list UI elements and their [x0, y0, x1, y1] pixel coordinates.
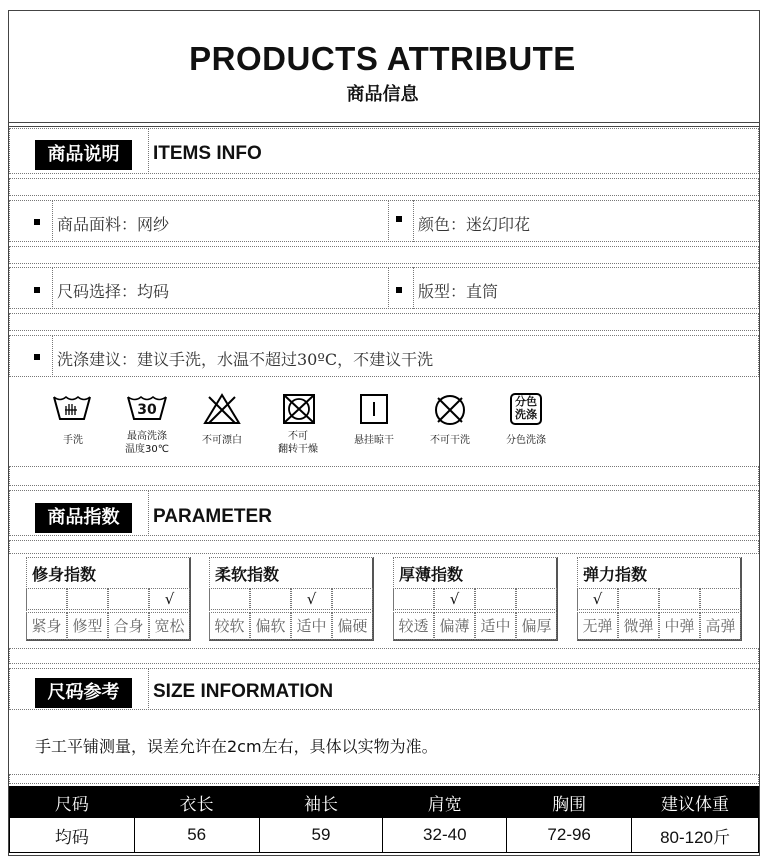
column-header: 胸围	[507, 787, 632, 818]
measurement-note: 手工平铺测量，误差允许在2cm左右，具体以实物为准。	[35, 737, 438, 756]
index-option: 较软	[209, 612, 250, 640]
table-cell: 80-120斤	[632, 818, 759, 853]
divider	[52, 267, 53, 309]
spacer-row	[9, 540, 759, 554]
divider	[148, 490, 149, 536]
spacer-row	[9, 466, 759, 486]
index-check-cell	[618, 588, 659, 610]
index-check-cell	[108, 588, 149, 610]
size-table	[9, 786, 759, 853]
divider	[388, 267, 389, 309]
index-option: 合身	[108, 612, 149, 640]
fit-text: 版型：直筒	[418, 282, 499, 301]
care-label: 不可干洗	[430, 435, 470, 446]
index-option: 适中	[475, 612, 516, 640]
index-group-title: 修身指数	[32, 565, 97, 584]
index-check-cell	[700, 588, 741, 610]
table-row	[10, 818, 759, 853]
page-title: PRODUCTS ATTRIBUTE	[189, 40, 576, 77]
column-header: 肩宽	[383, 787, 507, 818]
index-option: 中弹	[659, 612, 700, 640]
care-label: 最高洗涤	[127, 431, 167, 442]
divider	[52, 335, 53, 377]
divider	[413, 267, 414, 309]
care-label: 不可	[288, 431, 308, 442]
divider	[148, 668, 149, 710]
bullet-icon	[396, 216, 402, 222]
index-check-cell	[393, 588, 434, 610]
table-cell: 56	[134, 818, 259, 853]
index-check-cell: √	[577, 588, 618, 610]
no-bleach-icon	[203, 393, 241, 425]
divider	[388, 200, 389, 242]
size-info-tag: 尺码参考	[35, 678, 132, 708]
divider	[148, 128, 149, 174]
size-table-header	[10, 787, 759, 818]
color-text: 颜色：迷幻印花	[418, 215, 531, 234]
column-header: 衣长	[134, 787, 259, 818]
bullet-icon	[34, 219, 40, 225]
bullet-icon	[34, 287, 40, 293]
index-check-cell: √	[291, 588, 332, 610]
index-option: 微弹	[618, 612, 659, 640]
index-group-title: 弹力指数	[583, 565, 648, 584]
separate-wash-badge: 分色	[515, 395, 537, 408]
index-check-cell	[67, 588, 108, 610]
bullet-icon	[34, 354, 40, 360]
index-option: 适中	[291, 612, 332, 640]
index-option: 偏薄	[434, 612, 475, 640]
spacer-row	[9, 313, 759, 331]
parameter-heading: PARAMETER	[153, 506, 272, 527]
index-check-cell	[516, 588, 557, 610]
parameter-tag: 商品指数	[35, 503, 132, 533]
wash-text: 洗涤建议：建议手洗，水温不超过30ºC，不建议干洗	[57, 350, 434, 369]
divider	[413, 200, 414, 242]
index-option: 无弹	[577, 612, 618, 640]
wash-temp-badge: 30	[137, 402, 157, 418]
care-label: 手洗	[63, 435, 83, 446]
spacer-row	[9, 178, 759, 196]
divider	[9, 126, 759, 127]
no-tumble-dry-icon	[282, 393, 316, 425]
index-option: 紧身	[26, 612, 67, 640]
index-option: 高弹	[700, 612, 741, 640]
divider	[52, 200, 53, 242]
table-cell: 均码	[10, 818, 135, 853]
spacer-row	[9, 246, 759, 264]
size-info-heading: SIZE INFORMATION	[153, 681, 334, 702]
table-cell: 32-40	[383, 818, 507, 853]
page-subtitle: 商品信息	[346, 84, 419, 105]
hang-dry-icon	[359, 393, 389, 425]
care-label: 悬挂晾干	[354, 435, 394, 446]
care-label: 不可漂白	[202, 435, 242, 446]
index-option: 偏软	[250, 612, 291, 640]
index-check-cell	[209, 588, 250, 610]
index-option: 宽松	[149, 612, 190, 640]
care-label: 分色洗涤	[506, 435, 546, 446]
index-option: 修型	[67, 612, 108, 640]
spacer-row	[9, 648, 759, 664]
items-info-tag: 商品说明	[35, 140, 132, 170]
column-header: 建议体重	[632, 787, 759, 818]
column-header: 袖长	[259, 787, 383, 818]
index-option: 较透	[393, 612, 434, 640]
index-option: 偏厚	[516, 612, 557, 640]
care-label: 翻转干燥	[278, 444, 318, 455]
index-group-title: 厚薄指数	[399, 565, 464, 584]
items-info-heading: ITEMS INFO	[153, 143, 262, 164]
table-cell: 59	[259, 818, 383, 853]
table-cell: 72-96	[507, 818, 632, 853]
index-check-cell	[659, 588, 700, 610]
index-check-cell	[332, 588, 373, 610]
column-header: 尺码	[10, 787, 135, 818]
bullet-icon	[396, 287, 402, 293]
index-check-cell: √	[434, 588, 475, 610]
index-check-cell	[475, 588, 516, 610]
index-check-cell: √	[149, 588, 190, 610]
index-group-title: 柔软指数	[215, 565, 280, 584]
hand-wash-icon	[52, 393, 92, 423]
care-label: 温度30℃	[125, 444, 169, 455]
fabric-text: 商品面料：网纱	[57, 215, 170, 234]
spacer-row	[9, 774, 759, 784]
size-select-text: 尺码选择：均码	[57, 282, 170, 301]
index-option: 偏硬	[332, 612, 373, 640]
index-check-cell	[250, 588, 291, 610]
no-dry-clean-icon	[433, 393, 467, 427]
index-check-cell	[26, 588, 67, 610]
separate-wash-badge: 洗涤	[515, 408, 537, 421]
